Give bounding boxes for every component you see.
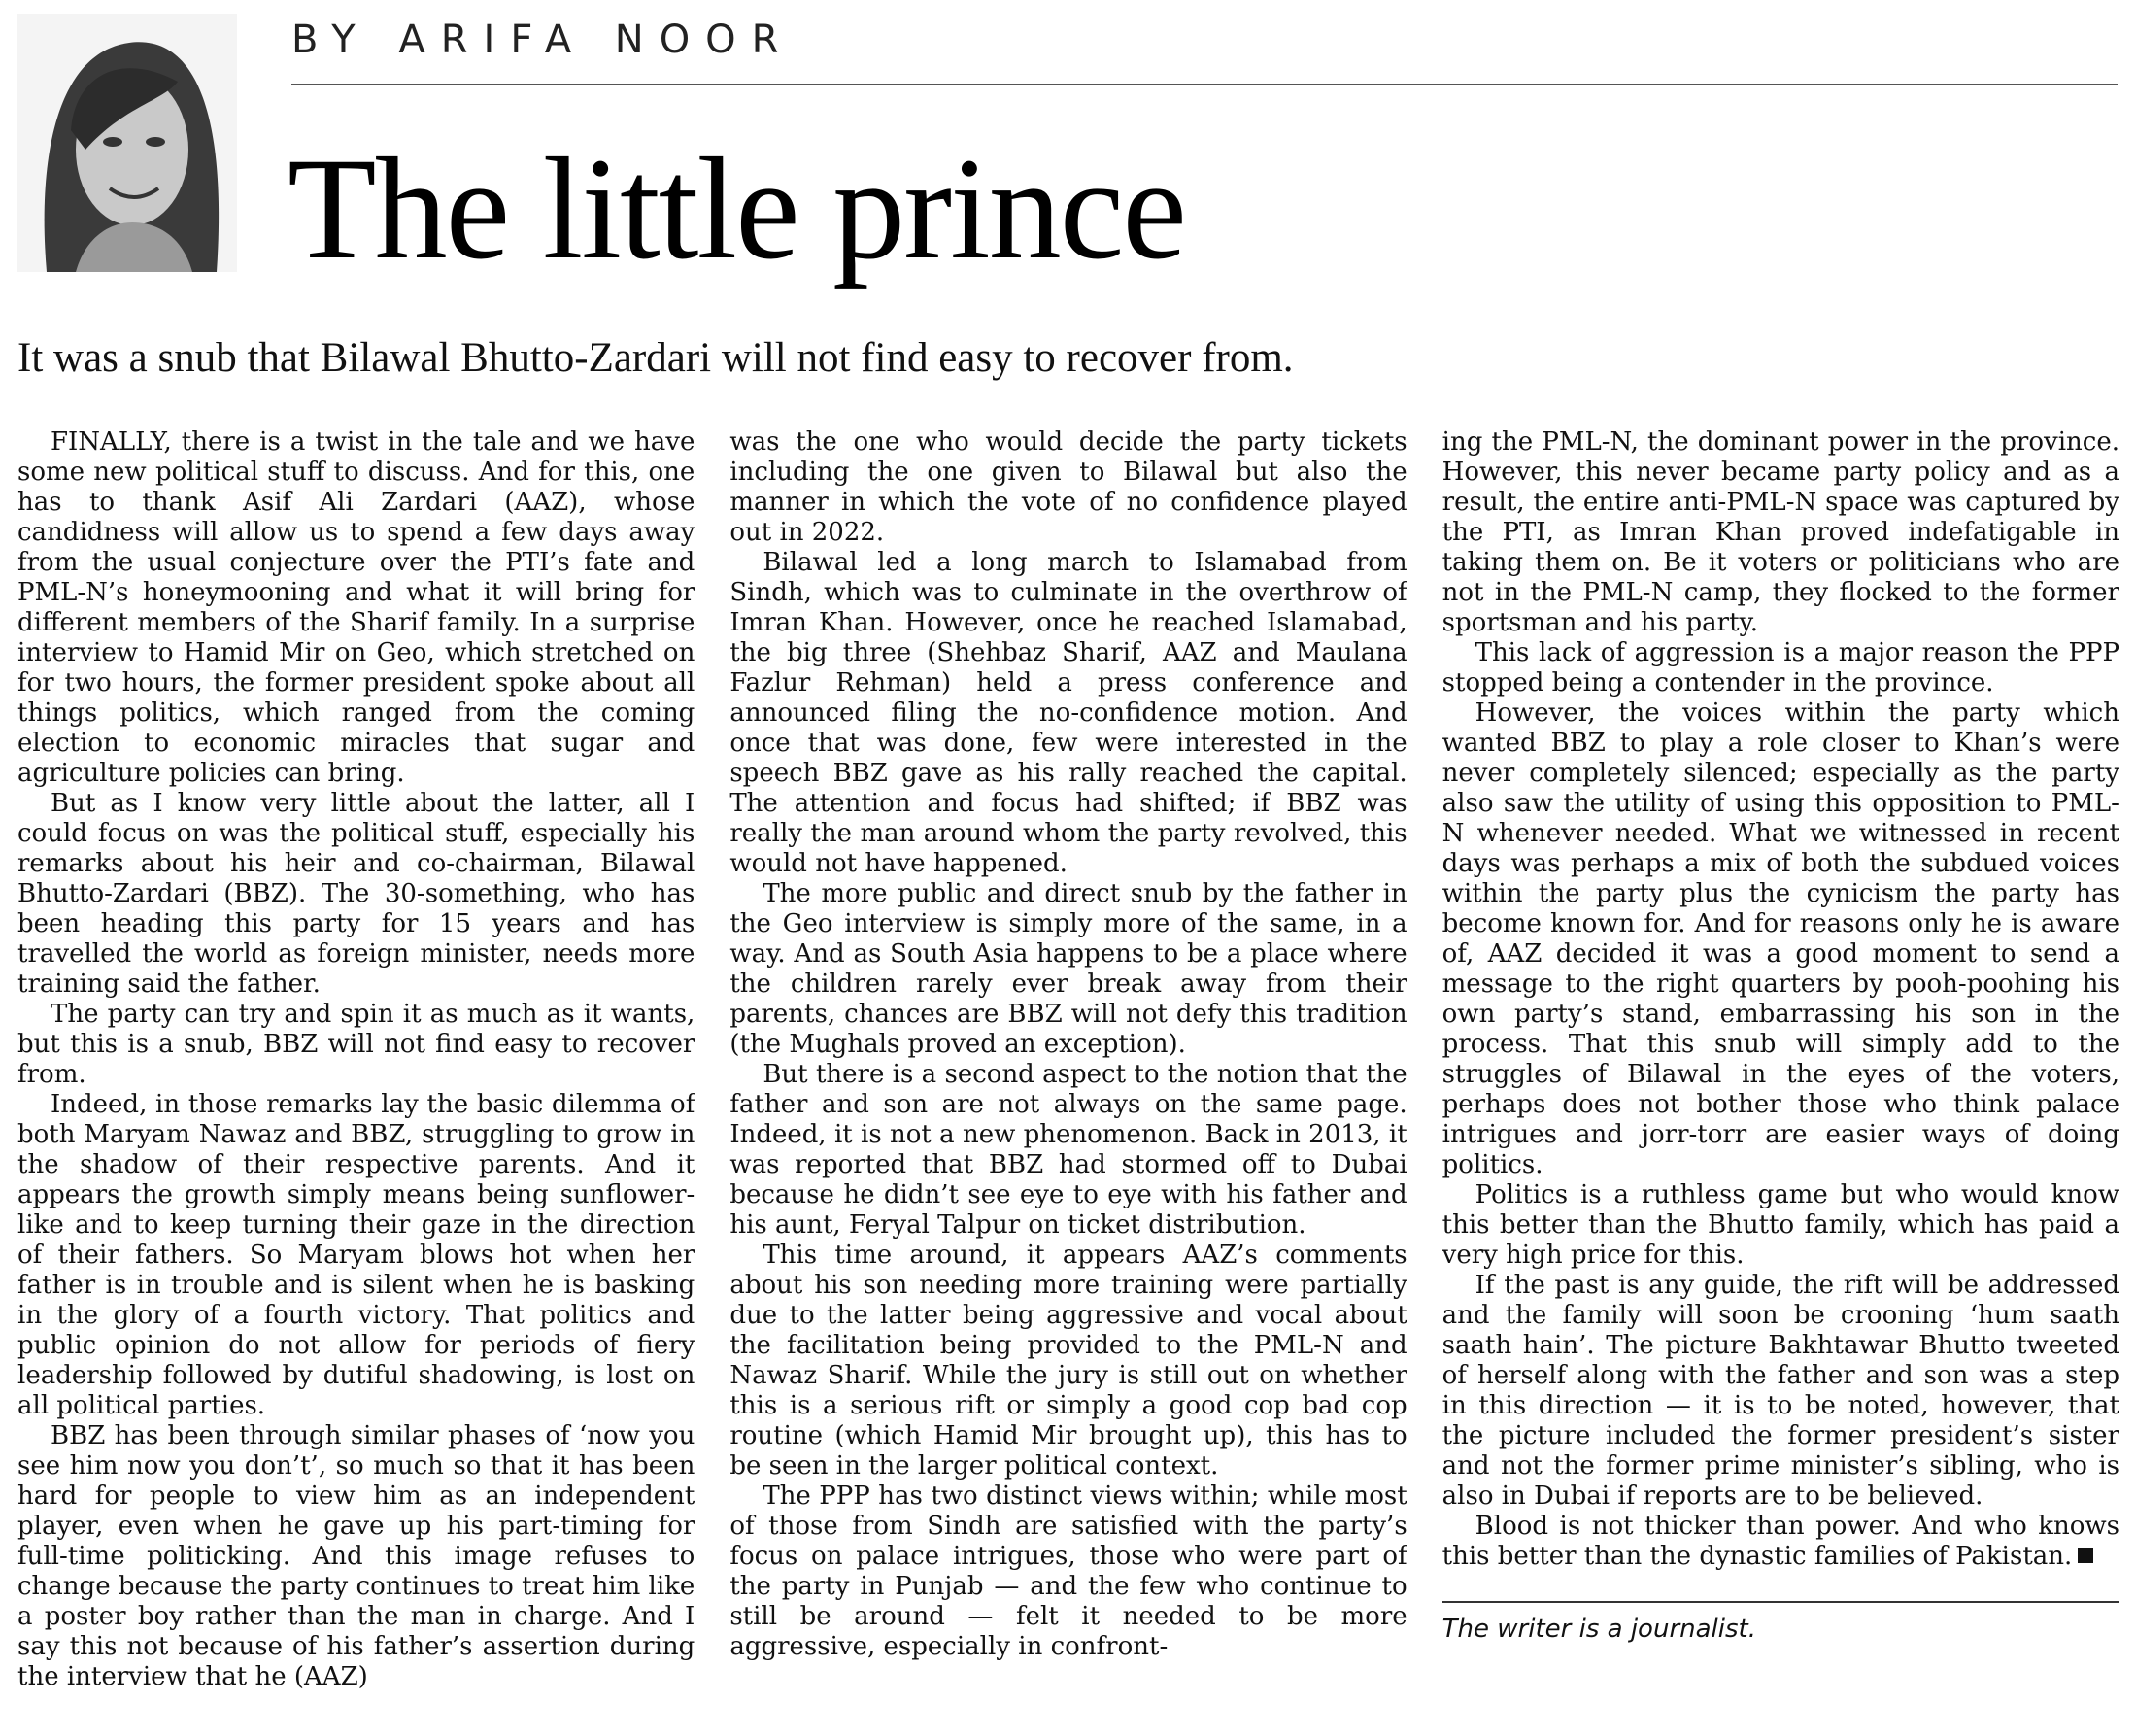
end-mark-icon bbox=[2078, 1548, 2093, 1563]
paragraph: FINALLY, there is a twist in the tale and we have some new political stuff to discuss. And for this, one has to thank Asif Ali Zardari (AAZ), whose candidness will allow us to spend a few days away from the usual conjecture over the PTI’s fate and PML-N’s honeymooning and what it will bring for different members of the Sharif family. In a surprise interview to Hamid Mir on Geo, which stretched on for two hours, the former president spoke about all things politics, which ranged from the coming election to economic miracles that sugar and agriculture policies can bring. bbox=[17, 427, 695, 788]
dek: It was a snub that Bilawal Bhutto-Zardari will not find easy to recover from. bbox=[17, 335, 1294, 381]
portrait-image bbox=[17, 14, 237, 272]
paragraph: Bilawal led a long march to Islamabad from Sindh, which was to culminate in the overthrow of Imran Khan. However, once he reached Islamabad, the big three (Shehbaz Sharif, AAZ and Maulana Fazlur Rehman) held a press conference and announced filing the no-confidence motion. And once that was done, few were interested in the speech BBZ gave as his rally reached the capital. The attention and focus had shifted; if BBZ was really the man around whom the party revolved, this would not have happened. bbox=[729, 548, 1407, 878]
closing-text: Blood is not thicker than power. And who knows this better than the dynastic families of Pakistan. bbox=[1441, 1512, 2119, 1571]
article-body bbox=[17, 427, 2119, 1729]
author-portrait bbox=[17, 14, 237, 272]
column-2 bbox=[729, 427, 1407, 1729]
paragraph-last bbox=[1442, 1512, 2119, 1572]
paragraph: This time around, it appears AAZ’s comments about his son needing more training were partially due to the latter being aggressive and vocal about the facilitation being provided to the PML-N and Nawaz Sharif. While the jury is still out on whether this is a serious rift or simply a good cop bad cop routine (which Hamid Mir brought up), this has to be seen in the larger political context. bbox=[729, 1241, 1407, 1481]
column-3 bbox=[1442, 427, 2119, 1729]
paragraph: The PPP has two distinct views within; while most of those from Sindh are satisfied with the party’s focus on palace intrigues, those who were part of the party in Punjab — and the few who continue to still be around — felt it needed to be more aggressive, especially in confront- bbox=[729, 1481, 1407, 1661]
paragraph: The party can try and spin it as much as it wants, but this is a snub, BBZ will not find easy to recover from. bbox=[17, 1000, 695, 1089]
header-rule bbox=[291, 84, 2118, 85]
paragraph: ing the PML-N, the dominant power in the province. However, this never became party policy and as a result, the entire anti-PML-N space was captured by the PTI, as Imran Khan proved indefatigable in taking them on. Be it voters or politicians who are not in the PML-N camp, they flocked to the former sportsman and his party. bbox=[1441, 427, 2119, 637]
paragraph: However, the voices within the party which wanted BBZ to play a role closer to Khan’s were never completely silenced; especially as the party also saw the utility of using this opposition to PML-N whenever needed. What we witnessed in recent days was perhaps a mix of both the subdued voices within the party plus the cynicism the party has become known for. And for reasons only he is aware of, AAZ decided it was a good moment to send a message to the right quarters by pooh-poohing his own party’s stand, embarrassing his son in the process. That this snub will simply add to the struggles of Bilawal in the eyes of the voters, perhaps does not bother those who think palace intrigues and jorr-torr are easier ways of doing politics. bbox=[1441, 698, 2119, 1179]
byline: BY ARIFA NOOR bbox=[291, 17, 795, 62]
paragraph: BBZ has been through similar phases of ‘now you see him now you don’t’, so much so that it has been hard for people to view him as an independent player, even when he gave up his part-timing for full-time politicking. And this image refuses to change because the party continues to treat him like a poster boy rather than the man in charge. And I say this not because of his father’s assertion during the interview that he (AAZ) bbox=[17, 1421, 695, 1691]
paragraph: The more public and direct snub by the father in the Geo interview is simply more of the same, in a way. And as South Asia happens to be a place where the children rarely ever break away from their parents, chances are BBZ will not defy this tradition (the Mughals proved an exception). bbox=[729, 879, 1407, 1059]
paragraph: Politics is a ruthless game but who would know this better than the Bhutto family, which has paid a very high price for this. bbox=[1441, 1180, 2119, 1270]
paragraph: If the past is any guide, the rift will be addressed and the family will soon be crooning ‘hum saath saath hain’. The picture Bakhtawar Bhutto tweeted of herself along with the father and son was a step in this direction — it is to be noted, however, that the picture included the former president’s sister and not the former prime minister’s sibling, who is also in Dubai if reports are to be believed. bbox=[1441, 1271, 2119, 1511]
paragraph: But there is a second aspect to the notion that the father and son are not always on the same page. Indeed, it is not a new phenomenon. Back in 2013, it was reported that BBZ had stormed off to Dubai because he didn’t see eye to eye with his father and his aunt, Feryal Talpur on ticket distribution. bbox=[729, 1060, 1407, 1240]
column-1 bbox=[17, 427, 695, 1729]
paragraph: was the one who would decide the party tickets including the one given to Bilawal but also the manner in which the vote of no confidence played out in 2022. bbox=[729, 427, 1407, 547]
headline: The little prince bbox=[288, 128, 1185, 289]
author-note: The writer is a journalist. bbox=[1441, 1615, 1756, 1644]
paragraph: This lack of aggression is a major reason the PPP stopped being a contender in the province. bbox=[1441, 638, 2119, 698]
note-rule bbox=[1442, 1601, 2119, 1603]
paragraph: Indeed, in those remarks lay the basic dilemma of both Maryam Nawaz and BBZ, struggling to grow in the shadow of their respective parents. And it appears the growth simply means being sunflower-like and to keep turning their gaze in the direction of their fathers. So Maryam blows hot when her father is in trouble and is silent when he is basking in the glory of a fourth victory. That politics and public opinion do not allow for periods of fiery leadership followed by dutiful shadowing, is lost on all political parties. bbox=[17, 1090, 695, 1420]
paragraph: But as I know very little about the latter, all I could focus on was the political stuff, especially his remarks about his heir and co-chairman, Bilawal Bhutto-Zardari (BBZ). The 30-something, who has been heading this party for 15 years and has travelled the world as foreign minister, needs more training said the father. bbox=[17, 789, 695, 999]
